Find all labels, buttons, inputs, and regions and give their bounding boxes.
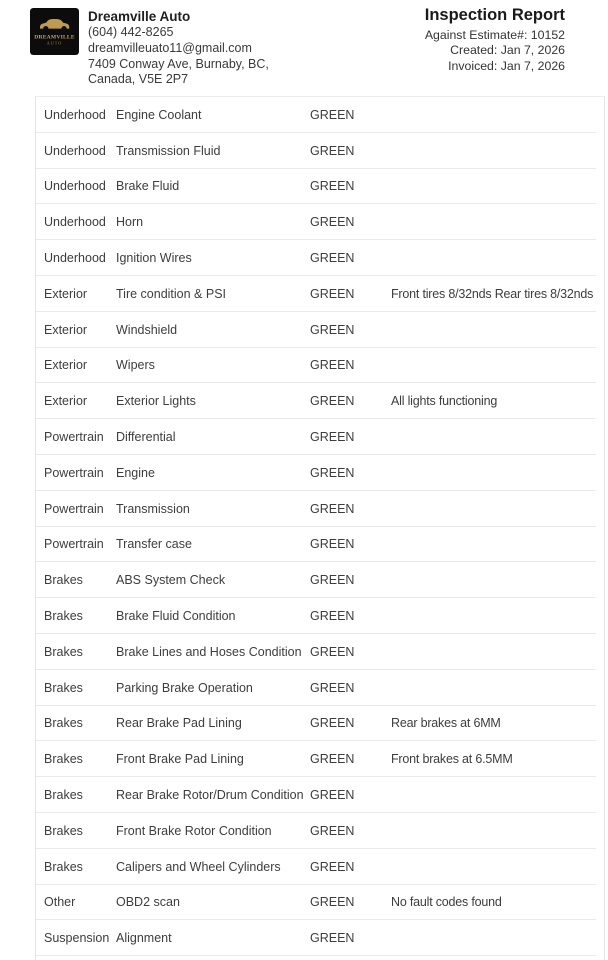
row-status: GREEN: [310, 215, 355, 230]
row-status: GREEN: [310, 143, 355, 158]
row-status: GREEN: [310, 465, 355, 480]
row-status: GREEN: [310, 823, 355, 838]
inspection-table: [35, 96, 605, 960]
row-item: Front Brake Rotor Condition: [116, 823, 272, 838]
table-row: [36, 348, 604, 384]
row-status: GREEN: [310, 716, 355, 731]
row-category: Brakes: [44, 823, 83, 838]
row-notes: Front tires 8/32nds Rear tires 8/32nds: [391, 286, 594, 301]
row-item: Exterior Lights: [116, 394, 196, 409]
row-item: Rear Brake Pad Lining: [116, 716, 242, 731]
row-status: GREEN: [310, 895, 355, 910]
row-item: Differential: [116, 430, 176, 445]
report-invoiced-date: Invoiced: Jan 7, 2026: [448, 58, 565, 73]
row-item: Rear Brake Rotor/Drum Condition: [116, 788, 304, 803]
row-item: Brake Fluid Condition: [116, 609, 236, 624]
row-status: GREEN: [310, 644, 355, 659]
table-row: [36, 920, 604, 956]
row-category: Powertrain: [44, 501, 104, 516]
row-category: Underhood: [44, 179, 106, 194]
table-row: [36, 670, 604, 706]
row-category: Underhood: [44, 107, 106, 122]
row-status: GREEN: [310, 501, 355, 516]
row-category: Brakes: [44, 752, 83, 767]
company-email: dreamvilleuato11@gmail.com: [88, 40, 252, 55]
row-status: GREEN: [310, 537, 355, 552]
row-category: Brakes: [44, 680, 83, 695]
svg-text:AUTO: AUTO: [46, 40, 63, 46]
row-item: Engine Coolant: [116, 107, 202, 122]
row-status: GREEN: [310, 251, 355, 266]
table-row: [36, 491, 604, 527]
row-category: Brakes: [44, 788, 83, 803]
row-category: Exterior: [44, 322, 88, 337]
table-row: [36, 276, 604, 312]
row-item: Windshield: [116, 322, 178, 337]
row-item: Alignment: [116, 931, 172, 946]
table-row: [36, 204, 604, 240]
row-status: GREEN: [310, 752, 355, 767]
table-row: [36, 598, 604, 634]
company-address-line2: Canada, V5E 2P7: [88, 72, 189, 87]
row-category: Brakes: [44, 644, 83, 659]
row-item: Brake Fluid: [116, 179, 180, 194]
dreamville-auto-logo-icon: [30, 8, 79, 55]
row-item: Horn: [116, 215, 144, 230]
row-category: Underhood: [44, 215, 106, 230]
row-category: Exterior: [44, 394, 88, 409]
company-info: [88, 8, 269, 88]
row-status: GREEN: [310, 394, 355, 409]
row-item: Ignition Wires: [116, 251, 192, 266]
table-row: [36, 741, 604, 777]
row-item: OBD2 scan: [116, 895, 180, 910]
row-category: Brakes: [44, 859, 83, 874]
row-category: Powertrain: [44, 465, 104, 480]
row-category: Exterior: [44, 286, 88, 301]
svg-text:DREAMVILLE: DREAMVILLE: [34, 34, 75, 41]
row-item: Transmission: [116, 501, 190, 516]
table-row: [36, 849, 604, 885]
table-row: [36, 133, 604, 169]
row-status: GREEN: [310, 931, 355, 946]
row-category: Brakes: [44, 573, 83, 588]
company-phone: (604) 442-8265: [88, 25, 174, 39]
row-item: Front Brake Pad Lining: [116, 752, 244, 767]
row-item: Brake Lines and Hoses Condition: [116, 644, 302, 659]
row-category: Exterior: [44, 358, 88, 373]
table-row: [36, 312, 604, 348]
row-item: Engine: [116, 465, 155, 480]
row-item: Tire condition & PSI: [116, 286, 227, 301]
row-category: Brakes: [44, 609, 83, 624]
row-category: Other: [44, 895, 76, 910]
row-category: Underhood: [44, 143, 106, 158]
table-row: [36, 383, 604, 419]
table-row: [36, 706, 604, 742]
row-status: GREEN: [310, 107, 355, 122]
row-category: Underhood: [44, 251, 106, 266]
table-row: [36, 419, 604, 455]
table-row: [36, 240, 604, 276]
row-status: GREEN: [310, 859, 355, 874]
table-row: [36, 562, 604, 598]
report-meta-block: [425, 4, 565, 74]
row-category: Brakes: [44, 716, 83, 731]
row-status: GREEN: [310, 358, 355, 373]
company-name: Dreamville Auto: [88, 9, 191, 24]
table-row: [36, 97, 604, 133]
row-status: GREEN: [310, 609, 355, 624]
table-row: [36, 885, 604, 921]
row-status: GREEN: [310, 573, 355, 588]
row-item: ABS System Check: [116, 573, 226, 588]
row-status: GREEN: [310, 680, 355, 695]
report-header: [0, 0, 608, 96]
row-status: GREEN: [310, 430, 355, 445]
row-status: GREEN: [310, 179, 355, 194]
row-category: Powertrain: [44, 537, 104, 552]
row-notes: All lights functioning: [391, 394, 498, 409]
table-row: [36, 527, 604, 563]
company-block: [30, 8, 269, 88]
row-item: Transmission Fluid: [116, 143, 221, 158]
table-row: [36, 169, 604, 205]
row-notes: No fault codes found: [391, 895, 502, 910]
report-against-estimate: Against Estimate#: 10152: [424, 28, 565, 42]
row-category: Suspension: [44, 931, 110, 946]
row-item: Wipers: [116, 358, 155, 373]
row-item: Transfer case: [116, 537, 192, 552]
row-status: GREEN: [310, 788, 355, 803]
table-row: [36, 777, 604, 813]
table-row: [36, 455, 604, 491]
table-row: [36, 634, 604, 670]
row-category: Powertrain: [44, 430, 104, 445]
company-address-line1: 7409 Conway Ave, Burnaby, BC,: [88, 56, 269, 71]
row-item: Calipers and Wheel Cylinders: [116, 859, 281, 874]
company-logo: [30, 8, 79, 55]
report-created-date: Created: Jan 7, 2026: [450, 43, 565, 58]
row-status: GREEN: [310, 322, 355, 337]
row-item: Parking Brake Operation: [116, 680, 253, 695]
row-notes: Rear brakes at 6MM: [391, 716, 501, 731]
row-notes: Front brakes at 6.5MM: [391, 752, 513, 767]
table-row: [36, 813, 604, 849]
report-title: Inspection Report: [424, 6, 565, 24]
row-status: GREEN: [310, 286, 355, 301]
